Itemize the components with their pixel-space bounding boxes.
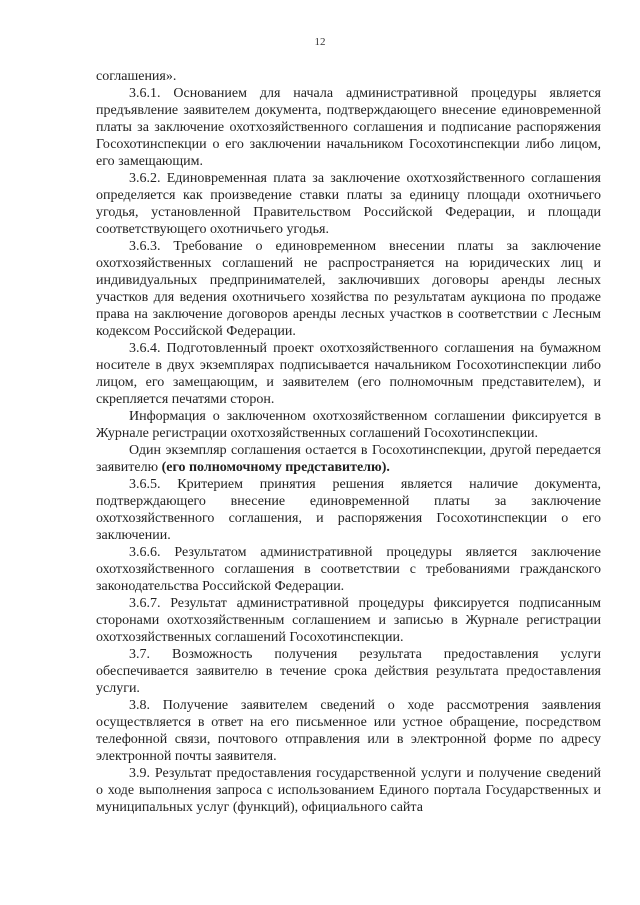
paragraph: Один экземпляр соглашения остается в Госохотинспекции, другой передается заявителю (его полномочному представителю).: [96, 443, 601, 475]
paragraph: 3.8. Получение заявителем сведений о ходе рассмотрения заявления осуществляется в ответ на его письменное или устное обращение, посредством телефонной связи, почтового отправления или в электронной форме по адресу электронной почты заявителя.: [96, 698, 601, 764]
paragraph: 3.6.5. Критерием принятия решения является наличие документа, подтверждающего внесение единовременной платы за заключение охотхозяйственного соглашения, и распоряжения Госохотинспекции о его заключении.: [96, 477, 601, 543]
page-number: 12: [314, 36, 326, 48]
paragraph: 3.6.4. Подготовленный проект охотхозяйственного соглашения на бумажном носителе в двух экземплярах подписывается начальником Госохотинспекции либо лицом, его замещающим, и заявителем (его полномочным представителем), и скрепляется печатями сторон.: [96, 341, 601, 407]
paragraph: соглашения».: [96, 69, 177, 84]
paragraph: 3.6.7. Результат административной процедуры фиксируется подписанным сторонами охотхозяйственным соглашением и записью в Журнале регистрации охотхозяйственных соглашений Госохотинспекции.: [96, 596, 601, 645]
paragraph: 3.7. Возможность получения результата предоставления услуги обеспечивается заявителю в течение срока действия результата предоставления услуги.: [96, 647, 601, 696]
paragraph: 3.6.3. Требование о единовременном внесении платы за заключение охотхозяйственных соглашений не распространяется на юридических лиц и индивидуальных предпринимателей, заключивших договоры аренды лесных участков для ведения охотничьего хозяйства по результатам аукциона по продаже права на заключение договоров аренды лесных участков в соответствии с Лесным кодексом Российской Федерации.: [96, 239, 601, 339]
paragraph: 3.6.2. Единовременная плата за заключение охотхозяйственного соглашения определяется как произведение ставки платы за единицу площади охотничьего угодья, установленной Правительством Российской Федерации, и площади соответствующего охотничьего угодья.: [96, 171, 601, 237]
document-body: [96, 68, 601, 816]
paragraph: 3.9. Результат предоставления государственной услуги и получение сведений о ходе выполнения запроса с использованием Единого портала Государственных и муниципальных услуг (функций), официального сайта: [96, 766, 601, 815]
paragraph: Информация о заключенном охотхозяйственном соглашении фиксируется в Журнале регистрации охотхозяйственных соглашений Госохотинспекции.: [96, 409, 601, 441]
paragraph: 3.6.1. Основанием для начала административной процедуры является предъявление заявителем документа, подтверждающего внесение единовременной платы за заключение охотхозяйственного соглашения и подписание распоряжения Госохотинспекции о его заключении начальником Госохотинспекции либо лицом, его замещающим.: [96, 86, 601, 169]
paragraph: 3.6.6. Результатом административной процедуры является заключение охотхозяйственного соглашения в соответствии с требованиями гражданского законодательства Российской Федерации.: [96, 545, 601, 594]
bold-tail: (его полномочному представителю).: [158, 460, 390, 475]
